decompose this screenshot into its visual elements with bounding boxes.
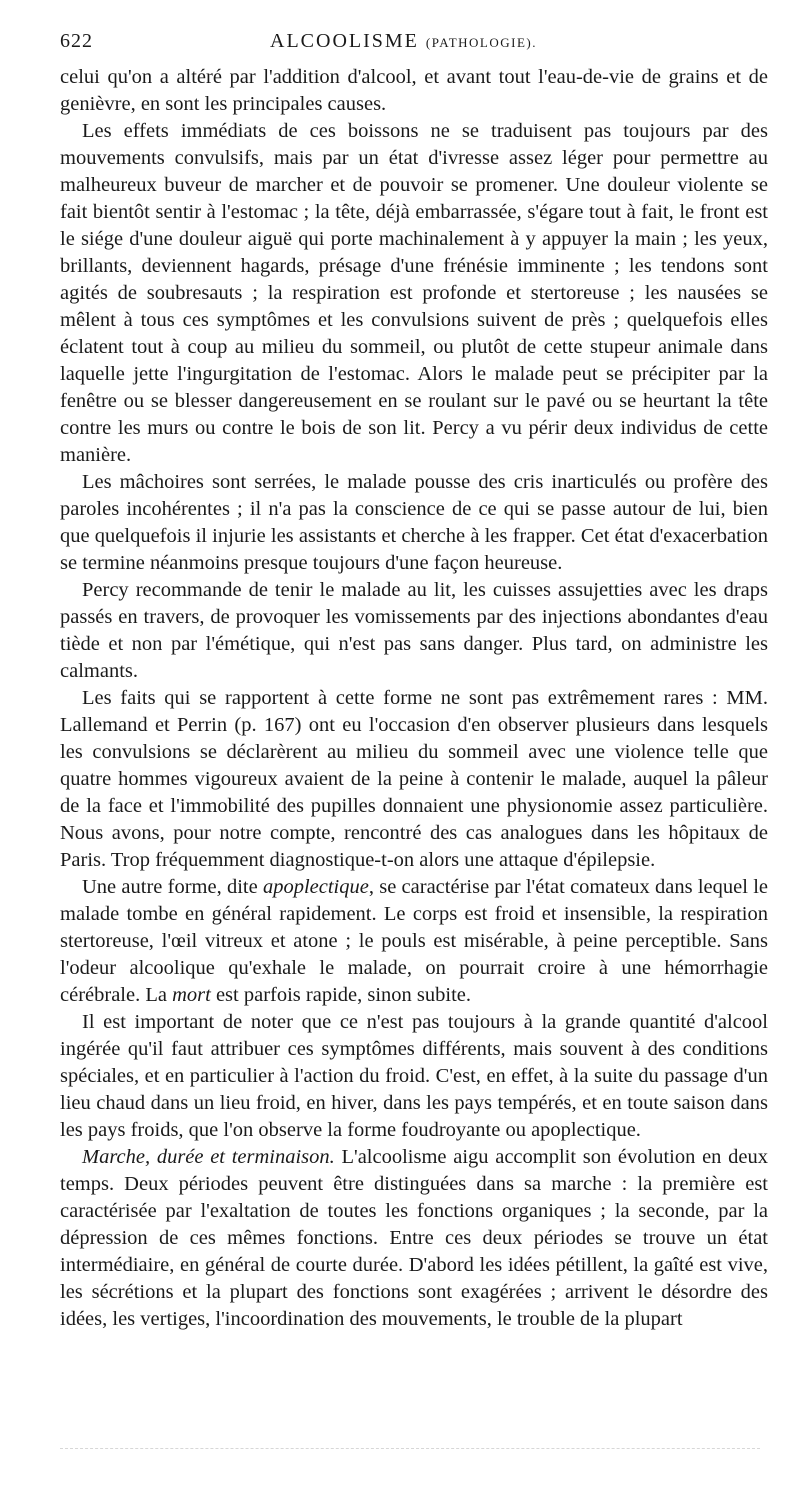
paragraph-8 [60,1144,768,1333]
paragraph-4: Percy recommande de tenir le malade au lit, les cuisses assujetties avec les draps passés en travers, de provoquer les vomissements par des injections abondantes d'eau tiède et non par l'émétique, qui n'est pas sans danger. Plus tard, on administre les calmants. [60,579,768,682]
paragraph-1: celui qu'on a altéré par l'addition d'alcool, et avant tout l'eau-de-vie de grains et de genièvre, en sont les principales causes. [60,66,768,115]
section-heading-marche: Marche, durée et terminaison. [82,1146,335,1168]
page-bottom-rule [60,1448,760,1453]
book-page [60,28,768,1333]
running-title [270,30,537,53]
running-title-main: ALCOOLISME [270,30,419,52]
paragraph-5: Les faits qui se rapportent à cette forme ne sont pas extrêmement rares : MM. Lallemand et Perrin (p. 167) ont eu l'occasion d'en observer plusieurs dans lesquels les convulsions se déclarèrent au milieu du sommeil avec une violence telle que quatre hommes vigoureux avaient de la peine à contenir le malade, auquel la pâleur de la face et l'immobilité des pupilles donnaient une physionomie assez particulière. Nous avons, pour notre compte, rencontré des cas analogues dans les hôpitaux de Paris. Trop fréquemment diagnostique-t-on alors une attaque d'épilepsie. [60,687,768,871]
paragraph-6-part-2: , se caractérise par l'état comateux dans lequel le malade tombe en général rapidement. Le corps est froid et insensible, la respiration stertoreuse, l'œil vitreux et atone ; le pouls est misérable, à peine perceptible. Sans l'odeur alcoolique qu'exhale le malade, on pourrait croire à une hémorrhagie cérébrale. La [60,876,768,1006]
paragraph-2: Les effets immédiats de ces boissons ne se traduisent pas toujours par des mouvements convulsifs, mais par un état d'ivresse assez léger pour permettre au malheureux buveur de marcher et de pouvoir se promener. Une douleur violente se fait bientôt sentir à l'estomac ; la tête, déjà embarrassée, s'égare tout à fait, le front est le siége d'une douleur aiguë qui porte machinalement à y appuyer la main ; les yeux, brillants, deviennent hagards, présage d'une frénésie imminente ; les tendons sont agités de soubresauts ; la respiration est profonde et stertoreuse ; les nausées se mêlent à tous ces symptômes et les convulsions suivent de près ; quelquefois elles éclatent tout à coup au milieu du sommeil, ou plutôt de cette stupeur animale dans laquelle jette l'ingurgitation de l'estomac. Alors le malade peut se précipiter par la fenêtre ou se blesser dangereusement en se roulant sur le pavé ou se heurtant la tête contre les murs ou contre le bois de son lit. Percy a vu périr deux individus de cette manière. [60,120,768,466]
paragraph-6-part-1: Une autre forme, dite [82,876,263,898]
emphasis-mort: mort [172,984,211,1006]
running-title-subtitle: (PATHOLOGIE). [425,35,537,50]
page-number: 622 [60,30,93,52]
paragraph-6 [60,874,768,1009]
page-header [60,28,768,64]
emphasis-apoplectique: apoplectique [262,876,369,898]
paragraph-3: Les mâchoires sont serrées, le malade pousse des cris inarticulés ou profère des paroles incohérentes ; il n'a pas la conscience de ce qui se passe autour de lui, bien que quelquefois il injurie les assistants et cherche à les frapper. Cet état d'exacerbation se termine néanmoins presque toujours d'une façon heureuse. [60,471,768,574]
paragraph-6-part-3: est parfois rapide, sinon subite. [210,984,472,1006]
paragraph-7: Il est important de noter que ce n'est pas toujours à la grande quantité d'alcool ingérée qu'il faut attribuer ces symptômes différents, mais souvent à des conditions spéciales, et en particulier à l'action du froid. C'est, en effet, à la suite du passage d'un lieu chaud dans un lieu froid, en hiver, dans les pays tempérés, et en toute saison dans les pays froids, que l'on observe la forme foudroyante ou apoplectique. [60,1011,768,1141]
paragraph-8-text: L'alcoolisme aigu accomplit son évolution en deux temps. Deux périodes peuvent être distinguées dans sa marche : la première est caractérisée par l'exaltation de toutes les fonctions organiques ; la seconde, par la dépression de ces mêmes fonctions. Entre ces deux périodes se trouve un état intermédiaire, en général de courte durée. D'abord les idées pétillent, la gaîté est vive, les sécrétions et la plupart des fonctions sont exagérées ; arrivent le désordre des idées, les vertiges, l'incoordination des mouvements, le trouble de la plupart [60,1146,768,1330]
body-text [60,64,768,1333]
